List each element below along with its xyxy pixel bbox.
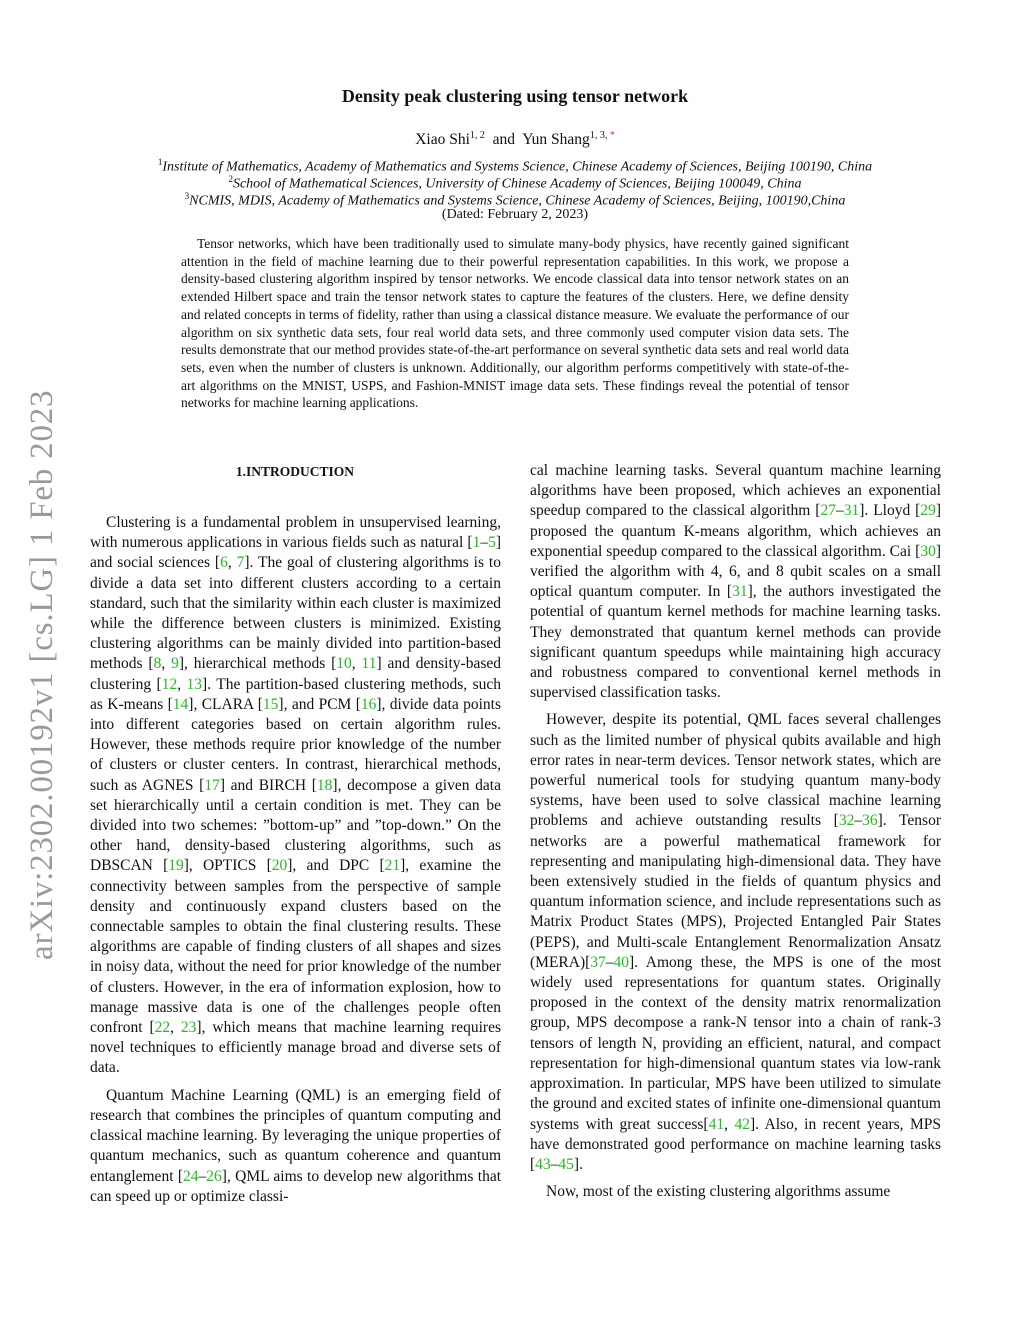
citation-link[interactable]: 20 xyxy=(271,857,288,875)
body-paragraph: Quantum Machine Learning (QML) is an emerging field of research that combines the principles of quantum computing and classical machine learning. By leveraging the unique properties of quantum mechanics, such as quantum coherence and quantum entanglement [24–26], QML aims to develop new algorithms that can speed up or optimize classi- xyxy=(90,1086,502,1205)
citation-link[interactable]: 10 xyxy=(336,655,352,673)
paper-title: Density peak clustering using tensor network xyxy=(341,86,689,106)
affiliation-number: 3 xyxy=(184,191,190,201)
citation-link[interactable]: 42 xyxy=(734,1115,750,1133)
date-line: (Dated: February 2, 2023) xyxy=(441,207,589,222)
citation-link[interactable]: 30 xyxy=(920,542,936,560)
citation-link[interactable]: 21 xyxy=(384,857,401,875)
citation-link[interactable]: 1 xyxy=(472,534,481,552)
author-name: Xiao Shi xyxy=(415,131,470,149)
citation-link[interactable]: 7 xyxy=(236,554,245,572)
citation-link[interactable]: 19 xyxy=(168,857,184,875)
affiliation-text: School of Mathematical Sciences, University of Chinese Academy of Sciences, Beijing 100049, China xyxy=(232,176,802,192)
citation-link[interactable]: 6 xyxy=(220,554,228,572)
citation-link[interactable]: 18 xyxy=(316,776,333,794)
body-paragraph: Clustering is a fundamental problem in unsupervised learning, with numerous applications in various fields such as natural [1–5] and social sciences [6, 7]. The goal of clustering algorithms is to divide a data set into different clusters according to a certain standard, such that the similarity within each cluster is maximized while the difference between clusters is minimized. Existing clustering algorithms can be mainly divided into partition-based methods [8, 9], hierarchical methods [10, 11] and density-based clustering [12, 13]. The partition-based clustering methods, such as K-means [14], CLARA [15], and PCM [16], divide data points into different categories based on certain algorithm rules. However, these methods require prior knowledge of the number of clusters or cluster centers. In contrast, hierarchical methods, such as AGNES [17] and BIRCH [18], decompose a given data set hierarchically until a certain condition is met. They can be divided into two schemes: ”bottom-up” and ”top-down.” On the other hand, density-based clustering algorithms, such as DBSCAN [19], OPTICS [20], and DPC [21], examine the connectivity between samples from the perspective of sample density and continuously expand clusters based on the connectable samples to obtain the final clustering results. These algorithms are capable of finding clusters of all shapes and sizes in noisy data, without the need for prior knowledge of the number of clusters. However, in the era of information explosion, how to manage massive data is one of the challenges people often confront [22, 23], which means that machine learning requires novel techniques to efficiently manage broad and diverse sets of data. xyxy=(90,514,501,1077)
left-column xyxy=(90,513,501,1207)
citation-link[interactable]: 40 xyxy=(613,953,630,971)
citation-link[interactable]: 16 xyxy=(360,695,377,713)
citation-link[interactable]: 26 xyxy=(206,1167,222,1185)
author-affiliation-marker: 1, 3, xyxy=(589,130,610,141)
citation-link[interactable]: 17 xyxy=(204,776,220,794)
citation-link[interactable]: 15 xyxy=(262,695,279,713)
body-paragraph: Now, most of the existing clustering algorithms assume xyxy=(546,1183,891,1201)
citation-link[interactable]: 9 xyxy=(171,655,179,673)
citation-link[interactable]: 5 xyxy=(488,534,496,552)
citation-link[interactable]: 23 xyxy=(180,1019,197,1037)
section-heading-introduction: 1.INTRODUCTION xyxy=(235,464,355,479)
abstract: Tensor networks, which have been traditionally used to simulate many-body physics, have recently gained significant attention in the field of machine learning due to their powerful representation capabilities. In this work, we propose a density-based clustering algorithm inspired by tensor networks. We encode classical data into tensor network states on an extended Hilbert space and train the tensor network states to capture the features of the clusters. Here, we define density and related concepts in terms of fidelity, rather than using a classical distance measure. We evaluate the performance of our algorithm on six synthetic data sets, four real world data sets, and three commonly used computer vision data sets. The results demonstrate that our method provides state-of-the-art performance on several synthetic data sets and real world data sets, even when the number of clusters is unknown. Additionally, our algorithm performs competitively with state-of-the-art algorithms on the MNIST, USPS, and Fashion-MNIST image data sets. These findings reveal the potential of tensor networks for machine learning applications. xyxy=(181,236,849,411)
body-paragraph: cal machine learning tasks. Several quantum machine learning algorithms have been proposed, which achieves an exponential speedup compared to the classical algorithm [27–31]. Lloyd [29] proposed the quantum K-means algorithm, which achieves an exponential speedup compared to the classical algorithm. Cai [30] verified the algorithm with 4, 6, and 8 qubit scales on a small optical quantum computer. In [31], the authors investigated the potential of quantum kernel methods for machine learning tasks. They demonstrated that quantum kernel methods can provide significant quantum speedups while maintaining high accuracy and robustness compared to conventional kernel methods in supervised classification tasks. xyxy=(530,462,941,702)
citation-link[interactable]: 45 xyxy=(558,1155,574,1173)
citation-link[interactable]: 24 xyxy=(183,1167,199,1185)
author-name: Yun Shang xyxy=(522,131,590,149)
citation-link[interactable]: 31 xyxy=(843,502,860,520)
author-line xyxy=(0,130,1024,149)
affiliation-number: 1 xyxy=(157,157,163,167)
citation-link[interactable]: 8 xyxy=(153,655,162,673)
citation-link[interactable]: 27 xyxy=(820,502,836,520)
citation-link[interactable]: 14 xyxy=(172,695,189,713)
author-affiliation-marker: 1, 2 xyxy=(469,130,485,141)
body-paragraph: However, despite its potential, QML faces several challenges such as the limited number of physical qubits available and high error rates in near-term devices. Tensor network states, which are powerful numerical tools for studying quantum many-body systems, have been used to solve classical machine learning problems and achieve outstanding results [32–36]. Tensor networks are a powerful mathematical framework for representing and manipulating high-dimensional data. They have been extensively studied in the fields of quantum physics and quantum information science, and include representations such as Matrix Product States (MPS), Projected Entangled Pair States (PEPS), and Multi-scale Entanglement Renormalization Ansatz (MERA)[37–40]. Among these, the MPS is one of the most widely used representations for quantum states. Originally proposed in the context of the density matrix renormalization group, MPS decompose a rank-N tensor into a chain of rank-3 tensors of length N, providing an efficient, natural, and compact representation for high-dimensional quantum states via low-rank approximation. In particular, MPS have been utilized to simulate the ground and excited states of infinite one-dimensional quantum systems with great success[41, 42]. Also, in recent years, MPS have demonstrated good performance on machine learning tasks [43–45]. xyxy=(530,711,942,1173)
citation-link[interactable]: 11 xyxy=(361,655,377,673)
citation-link[interactable]: 13 xyxy=(186,675,203,693)
citation-link[interactable]: 37 xyxy=(590,953,606,971)
citation-link[interactable]: 32 xyxy=(838,812,855,830)
citation-link[interactable]: 31 xyxy=(732,583,748,601)
citation-link[interactable]: 12 xyxy=(161,675,178,693)
author-conjunction: and xyxy=(492,131,516,149)
right-column xyxy=(530,461,941,1202)
arxiv-identifier-stamp: arXiv:2302.00192v1 [cs.LG] 1 Feb 2023 xyxy=(24,389,60,960)
citation-link[interactable]: 36 xyxy=(862,812,878,830)
affiliation-number: 2 xyxy=(228,174,233,184)
affiliation-text: Institute of Mathematics, Academy of Mathematics and Systems Science, Chinese Academy of Sciences, Beijing 100190, China xyxy=(162,159,873,175)
corresponding-author-link[interactable]: * xyxy=(609,130,615,141)
citation-link[interactable]: 41 xyxy=(708,1115,725,1133)
citation-link[interactable]: 22 xyxy=(154,1019,171,1037)
affiliation-text: NCMIS, MDIS, Academy of Mathematics and Systems Science, Chinese Academy of Sciences, Beijing, 100190,China xyxy=(189,193,846,209)
citation-link[interactable]: 43 xyxy=(535,1155,551,1173)
citation-link[interactable]: 29 xyxy=(920,502,936,520)
